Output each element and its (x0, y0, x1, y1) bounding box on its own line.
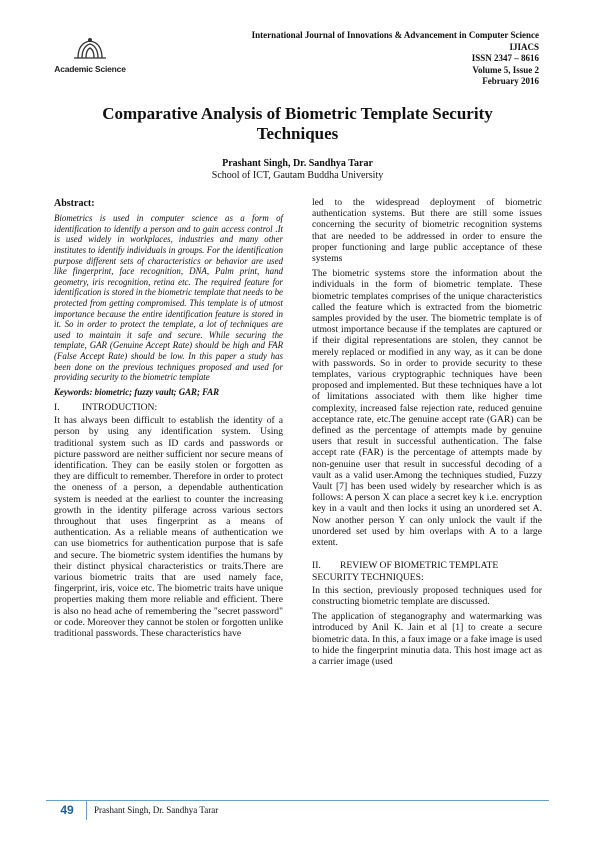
body-paragraph-4: The application of steganography and watermarking was introduced by Anil K. Jain et al [1] to create a secure biometric data. In this, a faux image or a fake image is used to hide the fingerprint minutia data. This host image act as a carrier image (used (312, 611, 542, 667)
section-2-title: REVIEW OF BIOMETRIC TEMPLATE SECURITY TECHNIQUES: (312, 560, 499, 583)
author-affiliation: School of ICT, Gautam Buddha University (211, 170, 384, 181)
journal-name: International Journal of Innovations & Advancement in Computer Science (251, 30, 539, 40)
paper-title: Comparative Analysis of Biometric Template Security Techniques (102, 104, 493, 143)
page-number: 49 (60, 803, 74, 817)
logo-text: Academic Science (54, 64, 126, 74)
journal-issn: ISSN 2347 – 8616 (471, 53, 539, 63)
section-1-title: INTRODUCTION: (82, 401, 158, 413)
journal-volume-issue: Volume 5, Issue 2 (472, 64, 539, 75)
journal-date: February 2016 (482, 76, 539, 86)
section-2-number: II. (312, 560, 321, 572)
body-paragraph-2: The biometric systems store the information about the individuals in the form of biometric template. These biometric templates comprises of the unique characteristics called the feature which is extracted from the biometric samples provided by the user. The biometric template is of utmost importance because if the templates are captured or if their digital representations are stolen, they cannot be merely replaced or modified in any way, as it can be done with passwords. So in order to provide security to these templates, various cryptographic techniques have been proposed and implemented. But these techniques have a lot of limitations associated with them like higher time complexity, increased false rejection rate, reduced genuine acceptance rate, etc.The genuine accept rate (GAR) can be defined as the percentage of attempts made by genuine users that result in successful authentication. The false accept rate (FAR) is the percentage of attempts made by non-genuine user that result in successful decoding of a vault as a valid user.Among the techniques studied, Fuzzy Vault [7] has been used widely by researcher which is as follows: A person X can place a secret key k i.e. encryption key in a vault and then locks it using an unordered set A. Now another person Y can only unlock the vault if the unordered set used by him overlaps with A to a large extent. (312, 268, 542, 549)
footer-authors: Prashant Singh, Dr. Sandhya Tarar (94, 805, 219, 815)
right-column (312, 197, 542, 671)
publisher-logo (50, 36, 130, 78)
body-paragraph-3: In this section, previously proposed techniques used for constructing biometric template are discussed. (312, 584, 542, 607)
footer-rule (46, 800, 549, 801)
section-1-heading (54, 402, 283, 413)
academic-science-emblem-icon (70, 36, 110, 64)
journal-header (252, 30, 539, 88)
introduction-paragraph: It has always been difficult to establish the identity of a person by using any identification system. Using traditional system such as ID cards and passwords or picture password are neither sufficient nor secure means of identification. They can be easily stolen or forgotten as they are difficult to remember. Therefore in order to protect the oneness of a person, a dependable authentication system is needed at the earliest to counter the increasing growth in the identity pilferage across various sectors throughout that uses fingerprint as a means of authentication. As a reliable means of authentication we can use biometrics for authentication purpose that is safe and secure. The biometric system identifies the humans by their distinct physical characteristics or traits.There are various biometric traits that are used namely face, fingerprint, iris, voice etc. The biometric traits have unique properties making them more reliable and efficient. There is also no head ache of remembering the "secret password" or code. Moreover they cannot be stolen or forgotten unlike traditional passwords. These characteristics have (54, 415, 283, 639)
author-names: Prashant Singh, Dr. Sandhya Tarar (222, 158, 373, 169)
abstract-heading: Abstract: (54, 198, 95, 209)
body-paragraph-1: led to the widespread deployment of biometric authentication systems. But there are still some issues concerning the security of biometric recognition systems that are needed to be addressed in order to ensure the proper functioning and large public acceptance of these systems (312, 197, 542, 265)
section-1-number: I. (54, 401, 60, 413)
author-block (60, 158, 535, 182)
footer-divider (86, 800, 87, 820)
section-2-heading (312, 560, 542, 582)
journal-abbreviation: IJIACS (509, 41, 539, 52)
abstract-text: Biometrics is used in computer science as a form of identification to identify a person and to gain access control .It is used widely in workplaces, industries and many other institutes to identify individuals in groups. For the identification purpose different sets of characteristics or behavior are used like fingerprint, face recognition, DNA, Palm print, hand geometry, iris recognition, retina etc. The required feature for identification is stored in the biometric template that needs to be protected from getting compromised. This template is of utmost importance because the entire identification feature is stored in it. So in order to protect the template, a lot of techniques are used to maintain it safe and secure. While securing the template, GAR (Genuine Accept Rate) should be high and FAR (False Accept Rate) should be low. In this paper a study has been done on the previous techniques proposed and used for providing security to the biometric template (54, 213, 283, 383)
keywords: Keywords: biometric; fuzzy vault; GAR; FAR (54, 386, 220, 397)
page-footer (46, 800, 549, 822)
left-column (54, 198, 283, 643)
